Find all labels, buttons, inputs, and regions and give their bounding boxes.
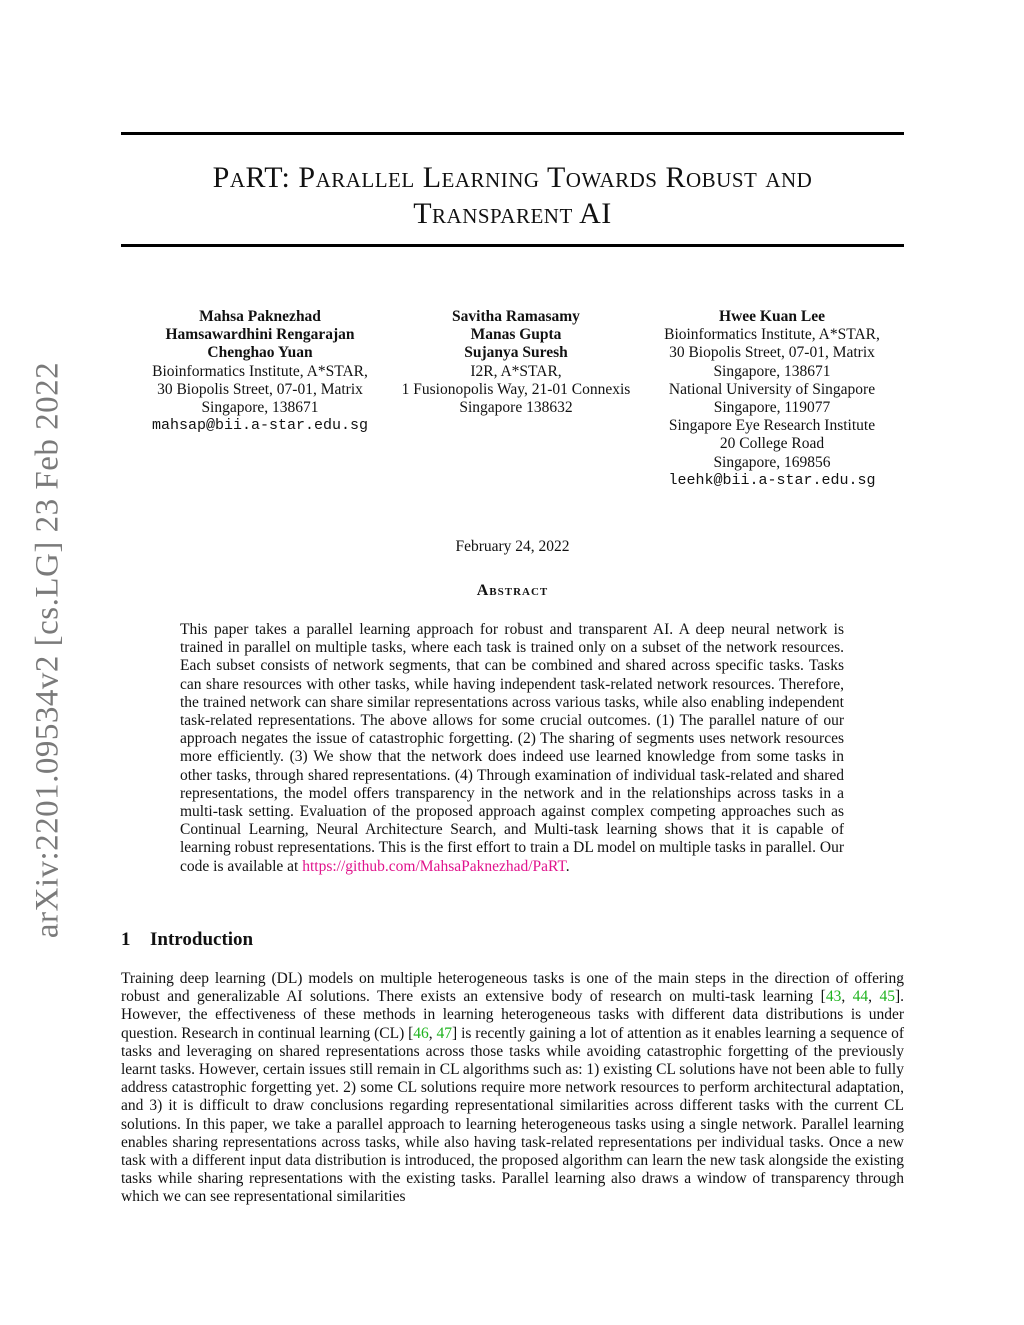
code-link[interactable]: https://github.com/MahsaPaknezhad/PaRT [302, 857, 566, 875]
affiliation-line: 20 College Road [719, 435, 825, 453]
author-name: Hamsawardhini Rengarajan [165, 326, 355, 344]
author-name: Hwee Kuan Lee [719, 308, 825, 325]
author-block-2 [386, 308, 646, 417]
citation-link[interactable]: 46 [413, 1024, 429, 1042]
citation-link[interactable]: 44 [852, 988, 869, 1006]
citation-sep: , [428, 1024, 437, 1042]
affiliation-line: Singapore 138632 [459, 399, 573, 417]
affiliation-line: Bioinformatics Institute, A*STAR, [152, 362, 368, 380]
body-text: Training deep learning (DL) models on multiple heterogeneous tasks is one of the main steps in the direction of offering robust and generalizable AI solutions. There exists an extensive body of research on multi-task learning [ [121, 970, 904, 1006]
citation-sep: , [868, 988, 880, 1006]
author-name: Chenghao Yuan [207, 344, 313, 362]
affiliation-line: National University of Singapore [668, 380, 876, 398]
author-block-3 [642, 308, 902, 490]
citation-link[interactable]: 43 [825, 988, 842, 1006]
abstract-text: This paper takes a parallel learning approach for robust and transparent AI. A deep neural network is trained in parallel on multiple tasks, where each task is trained only on a subset of the network resources. Each subset consists of network segments, that can be combined and shared across specific tasks. Tasks can share resources with other tasks, while having independent task-related network resources. Therefore, the trained network can share similar representations across various tasks, while also enabling independent task-related representations. The above allows for some crucial outcomes. (1) The parallel nature of our approach negates the issue of catastrophic forgetting. (2) The sharing of segments uses network resources more efficiently. (3) We show that the network does indeed use learned knowledge from some tasks in other tasks, through shared representations. (4) Through examination of individual task-related and shared representations, the model offers transparency in the network and in the relationships across tasks in a multi-task setting. Evaluation of the proposed approach against complex competing approaches such as Continual Learning, Neural Architecture Search, and Multi-task learning shows that it is capable of learning robust representations. This is the first effort to train a DL model on multiple tasks in parallel. Our code is available at [180, 621, 844, 875]
affiliation-line: Singapore, 169856 [713, 453, 831, 471]
body-text: ]. However, the effectiveness of these methods in learning heterogeneous tasks with different data distributions is under question. Research in continual learning (CL) [ [121, 988, 904, 1042]
author-email[interactable]: leehk@bii.a-star.edu.sg [668, 471, 876, 489]
title-rule-bottom [121, 244, 904, 247]
affiliation-line: Singapore, 138671 [201, 399, 319, 417]
section-heading [121, 929, 253, 951]
affiliation-line: Singapore Eye Research Institute [668, 417, 876, 435]
abstract-end: . [565, 857, 570, 875]
abstract-heading: Abstract [476, 582, 549, 599]
body-text: ] is recently gaining a lot of attention as it enables learning a sequence of tasks and leveraging on shared representations across those tasks while avoiding catastrophic forgetting of the previously learnt tasks. However, certain issues still remain in CL algorithms such as: 1) existing CL solutions have not been able to fully address catastrophic forgetting yet. 2) some CL solutions require more network resources to perform architectural adaptation, and 3) it is difficult to draw conclusions regarding representational similarities across different tasks with the current CL solutions. In this paper, we take a parallel approach to learning heterogeneous tasks using a single network. Parallel learning enables sharing representations across tasks, while also having task-related representations per individual tasks. Once a new task with a different input data distribution is introduced, the proposed algorithm can learn the new task alongside the existing tasks while sharing representations with the existing tasks. Parallel learning also draws a window of transparency through which we can see representational similarities [121, 1024, 905, 1206]
abstract-body [180, 621, 844, 876]
title-line-2: Transparent AI [413, 197, 612, 230]
title-rule-top [121, 132, 904, 135]
affiliation-line: 30 Biopolis Street, 07-01, Matrix [157, 380, 363, 398]
affiliation-line: Singapore, 119077 [713, 399, 831, 417]
citation-link[interactable]: 45 [879, 988, 895, 1006]
affiliation-line: Singapore, 138671 [713, 362, 831, 380]
author-block-1 [130, 308, 390, 435]
affiliation-line: Bioinformatics Institute, A*STAR, [664, 326, 880, 344]
arxiv-stamp: arXiv:2201.09534v2 [cs.LG] 23 Feb 2022 [29, 361, 66, 939]
title-line-1: PaRT: Parallel Learning Towards Robust and [212, 161, 813, 194]
author-name: Sujanya Suresh [464, 344, 568, 362]
author-name: Mahsa Paknezhad [199, 308, 321, 325]
affiliation-line: I2R, A*STAR, [470, 362, 562, 380]
intro-paragraph [121, 970, 904, 1207]
author-name: Savitha Ramasamy [452, 308, 580, 325]
affiliation-line: 30 Biopolis Street, 07-01, Matrix [669, 344, 875, 362]
author-name: Manas Gupta [470, 326, 562, 344]
paper-date: February 24, 2022 [455, 538, 570, 555]
paper-title [121, 160, 904, 232]
author-email[interactable]: mahsap@bii.a-star.edu.sg [151, 417, 369, 435]
citation-link[interactable]: 47 [436, 1024, 453, 1042]
affiliation-line: 1 Fusionopolis Way, 21-01 Connexis [401, 380, 631, 398]
section-title: Introduction [150, 929, 254, 950]
section-number: 1 [121, 929, 131, 950]
citation-sep: , [841, 988, 853, 1006]
